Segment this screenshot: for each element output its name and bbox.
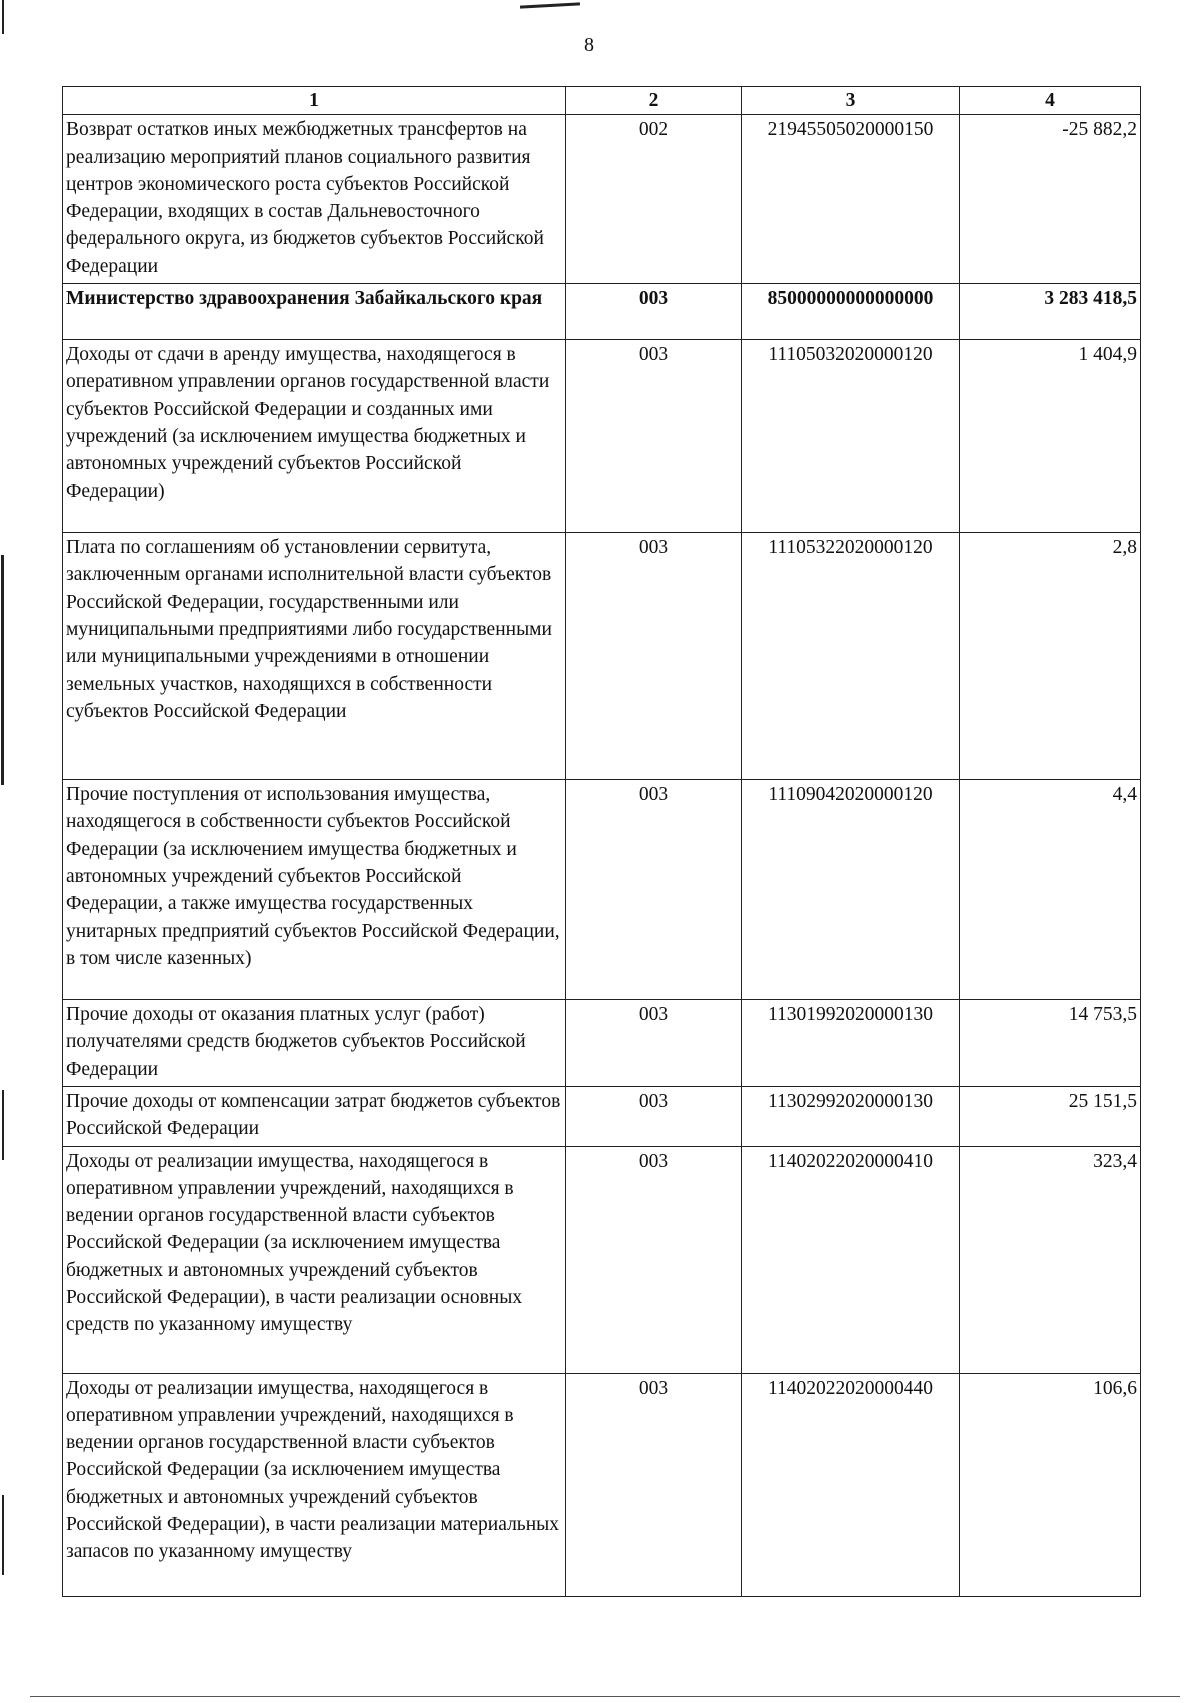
scan-mark-left-3 bbox=[2, 1090, 4, 1160]
row-kbk-code: 11302992020000130 bbox=[742, 1086, 960, 1146]
table-row bbox=[63, 533, 1141, 780]
row-admin-code: 003 bbox=[566, 1146, 742, 1373]
row-description: Министерство здравоохранения Забайкальского края bbox=[63, 284, 566, 340]
table-row bbox=[63, 780, 1141, 1000]
row-kbk-code: 11105032020000120 bbox=[742, 340, 960, 533]
table-row bbox=[63, 1373, 1141, 1596]
column-header-2: 2 bbox=[566, 87, 742, 115]
row-amount: 323,4 bbox=[960, 1146, 1141, 1373]
row-admin-code: 003 bbox=[566, 1086, 742, 1146]
row-admin-code: 003 bbox=[566, 1373, 742, 1596]
row-kbk-code: 11402022020000410 bbox=[742, 1146, 960, 1373]
row-admin-code: 003 bbox=[566, 1000, 742, 1087]
row-kbk-code: 11105322020000120 bbox=[742, 533, 960, 780]
row-amount: 3 283 418,5 bbox=[960, 284, 1141, 340]
row-amount: 25 151,5 bbox=[960, 1086, 1141, 1146]
row-description: Плата по соглашениям об установлении сервитута, заключенным органами исполнительной власти субъектов Российской Федерации, государственными или муниципальными предприятиями либо государственными или муниципальными учреждениями в отношении земельных участков, находящихся в собственности субъектов Российской Федерации bbox=[63, 533, 566, 780]
column-header-3: 3 bbox=[742, 87, 960, 115]
row-description: Доходы от сдачи в аренду имущества, находящегося в оперативном управлении органов государственной власти субъектов Российской Федерации и созданных ими учреждений (за исключением имущества бюджетных и автономных учреждений субъектов Российской Федерации) bbox=[63, 340, 566, 533]
revenue-table bbox=[62, 86, 1141, 1597]
row-amount: 2,8 bbox=[960, 533, 1141, 780]
row-admin-code: 003 bbox=[566, 533, 742, 780]
row-description: Доходы от реализации имущества, находящегося в оперативном управлении учреждений, находящихся в ведении органов государственной власти субъектов Российской Федерации (за исключением имущества бюджетных и автономных учреждений субъектов Российской Федерации), в части реализации материальных запасов по указанному имуществу bbox=[63, 1373, 566, 1596]
row-description: Возврат остатков иных межбюджетных трансфертов на реализацию мероприятий планов социального развития центров экономического роста субъектов Российской Федерации, входящих в состав Дальневосточного федерального округа, из бюджетов субъектов Российской Федерации bbox=[63, 115, 566, 284]
page-number: 8 bbox=[584, 34, 594, 56]
row-admin-code: 002 bbox=[566, 115, 742, 284]
scan-mark-left-2 bbox=[1, 555, 4, 785]
row-description: Прочие доходы от компенсации затрат бюджетов субъектов Российской Федерации bbox=[63, 1086, 566, 1146]
table-row bbox=[63, 1086, 1141, 1146]
row-admin-code: 003 bbox=[566, 780, 742, 1000]
table-row bbox=[63, 115, 1141, 284]
row-kbk-code: 11301992020000130 bbox=[742, 1000, 960, 1087]
table-row bbox=[63, 340, 1141, 533]
table-header-row bbox=[63, 87, 1141, 115]
row-amount: 14 753,5 bbox=[960, 1000, 1141, 1087]
row-amount: -25 882,2 bbox=[960, 115, 1141, 284]
table-row-section bbox=[63, 284, 1141, 340]
table-row bbox=[63, 1146, 1141, 1373]
row-kbk-code: 11109042020000120 bbox=[742, 780, 960, 1000]
row-amount: 4,4 bbox=[960, 780, 1141, 1000]
row-amount: 1 404,9 bbox=[960, 340, 1141, 533]
row-kbk-code: 21945505020000150 bbox=[742, 115, 960, 284]
column-header-1: 1 bbox=[63, 87, 566, 115]
row-description: Прочие доходы от оказания платных услуг (работ) получателями средств бюджетов субъектов Российской Федерации bbox=[63, 1000, 566, 1087]
scan-mark-left-1 bbox=[2, 0, 4, 34]
scan-mark-top bbox=[520, 2, 580, 8]
row-admin-code: 003 bbox=[566, 284, 742, 340]
row-admin-code: 003 bbox=[566, 340, 742, 533]
scan-mark-left-4 bbox=[2, 1495, 4, 1575]
table-row bbox=[63, 1000, 1141, 1087]
row-kbk-code: 11402022020000440 bbox=[742, 1373, 960, 1596]
bottom-divider bbox=[30, 1696, 1180, 1697]
row-kbk-code: 85000000000000000 bbox=[742, 284, 960, 340]
row-description: Доходы от реализации имущества, находящегося в оперативном управлении учреждений, находящихся в ведении органов государственной власти субъектов Российской Федерации (за исключением имущества бюджетных и автономных учреждений субъектов Российской Федерации), в части реализации основных средств по указанному имуществу bbox=[63, 1146, 566, 1373]
column-header-4: 4 bbox=[960, 87, 1141, 115]
row-amount: 106,6 bbox=[960, 1373, 1141, 1596]
row-description: Прочие поступления от использования имущества, находящегося в собственности субъектов Российской Федерации (за исключением имущества бюджетных и автономных учреждений субъектов Российской Федерации, а также имущества государственных унитарных предприятий субъектов Российской Федерации, в том числе казенных) bbox=[63, 780, 566, 1000]
